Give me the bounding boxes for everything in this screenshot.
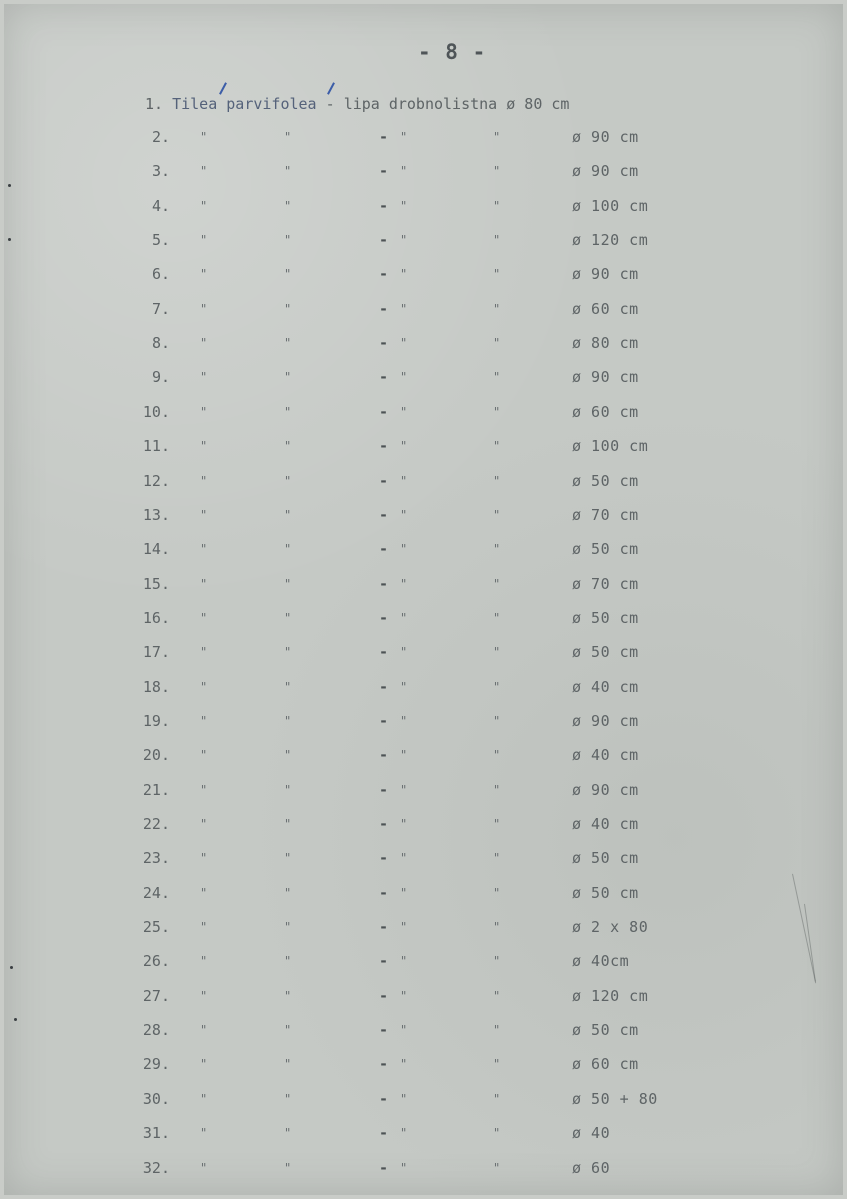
item-number: 10.	[142, 402, 170, 421]
ditto-mark: "	[284, 164, 292, 179]
ditto-mark: "	[400, 679, 408, 694]
ditto-mark: "	[493, 130, 501, 144]
name-separator-dash: -	[379, 608, 389, 627]
ditto-mark: "	[400, 233, 408, 248]
ditto-mark: "	[200, 713, 208, 728]
item-number: 27.	[142, 986, 170, 1005]
name-separator-dash: -	[379, 437, 389, 456]
ditto-mark: "	[200, 748, 208, 763]
item-number: 15.	[142, 574, 170, 593]
name-separator-dash: -	[379, 883, 389, 902]
trunk-diameter: ø 80 cm	[572, 334, 639, 353]
item-number: 12.	[142, 471, 170, 490]
name-separator-dash: -	[379, 574, 389, 593]
item-number: 24.	[142, 883, 170, 902]
ditto-mark: "	[493, 542, 501, 557]
ditto-mark: "	[400, 301, 408, 316]
item-number: 2.	[151, 128, 170, 146]
ditto-mark: "	[284, 336, 292, 351]
name-separator-dash: -	[379, 711, 389, 730]
ditto-mark: "	[493, 679, 501, 694]
name-separator-dash: -	[379, 128, 389, 146]
name-separator-dash: -	[379, 780, 389, 799]
item-number: 6.	[151, 265, 170, 284]
item-number: 4.	[151, 196, 170, 215]
ditto-mark: "	[493, 817, 501, 831]
ditto-mark: "	[400, 164, 408, 179]
name-separator-dash: -	[379, 368, 389, 387]
ditto-mark: "	[493, 645, 501, 660]
ditto-mark: "	[493, 610, 501, 625]
list-item-first	[145, 92, 569, 116]
ditto-mark: "	[400, 404, 408, 419]
ditto-mark: "	[200, 851, 208, 866]
common-species-name: lipa drobnolistna	[343, 95, 498, 113]
margin-speck	[8, 184, 11, 187]
ditto-mark: "	[400, 782, 408, 797]
ditto-mark: "	[284, 267, 292, 282]
item-number: 22.	[142, 815, 170, 833]
ditto-mark: "	[200, 576, 208, 591]
item-number: 1.	[145, 95, 164, 113]
ditto-mark: "	[400, 748, 408, 763]
item-number: 23.	[142, 849, 170, 868]
ditto-mark: "	[200, 301, 208, 316]
trunk-diameter: ø 50 cm	[572, 540, 639, 559]
trunk-diameter: ø 2 x 80	[572, 918, 649, 937]
trunk-diameter: ø 50 cm	[572, 471, 639, 490]
trunk-diameter: ø 90 cm	[572, 780, 639, 799]
item-number: 13.	[142, 505, 170, 524]
ditto-mark: "	[400, 439, 408, 454]
ditto-mark: "	[200, 817, 208, 831]
page-number: - 8 -	[418, 40, 487, 64]
ditto-mark: "	[400, 370, 408, 385]
ditto-mark: "	[493, 782, 501, 797]
ditto-mark: "	[400, 1057, 408, 1072]
trunk-diameter: ø 90 cm	[572, 162, 639, 181]
ditto-mark: "	[493, 1057, 501, 1072]
ditto-mark: "	[200, 782, 208, 797]
ditto-mark: "	[493, 336, 501, 351]
ditto-mark: "	[493, 1023, 501, 1038]
name-separator-dash: -	[379, 746, 389, 765]
ditto-mark: "	[400, 1023, 408, 1038]
ditto-mark: "	[400, 473, 408, 488]
ditto-mark: "	[200, 233, 208, 248]
ditto-mark: "	[200, 1160, 208, 1175]
ditto-mark: "	[200, 1057, 208, 1072]
ditto-mark: "	[200, 198, 208, 213]
item-number: 21.	[142, 780, 170, 799]
name-separator-dash: -	[379, 918, 389, 937]
ditto-mark: "	[284, 885, 292, 900]
name-separator-dash: -	[379, 849, 389, 868]
ditto-mark: "	[200, 439, 208, 454]
ditto-mark: "	[493, 198, 501, 213]
trunk-diameter: ø 50 cm	[572, 643, 639, 662]
ditto-mark: "	[493, 1091, 501, 1106]
latin-species-name: Tilea parvifolea	[172, 95, 317, 113]
margin-speck	[14, 1018, 17, 1021]
ditto-mark: "	[284, 851, 292, 866]
ditto-mark: "	[493, 267, 501, 282]
trunk-diameter: ø 50 cm	[572, 883, 639, 902]
ditto-mark: "	[493, 439, 501, 454]
ditto-mark: "	[200, 679, 208, 694]
ditto-mark: "	[200, 542, 208, 557]
trunk-diameter: ø 60	[572, 1158, 611, 1177]
trunk-diameter: ø 120 cm	[572, 231, 649, 250]
ditto-mark: "	[400, 267, 408, 282]
ditto-mark: "	[200, 1091, 208, 1106]
ditto-mark: "	[400, 1091, 408, 1106]
ditto-mark: "	[493, 370, 501, 385]
ditto-mark: "	[400, 817, 408, 831]
item-number: 14.	[142, 540, 170, 559]
ditto-mark: "	[400, 1160, 408, 1175]
trunk-diameter: ø 90 cm	[572, 128, 639, 146]
trunk-diameter: ø 70 cm	[572, 505, 639, 524]
trunk-diameter: ø 50 cm	[572, 849, 639, 868]
name-separator-dash: -	[379, 1089, 389, 1108]
ditto-mark: "	[200, 370, 208, 385]
ditto-mark: "	[400, 198, 408, 213]
ditto-mark: "	[200, 164, 208, 179]
ditto-mark: "	[400, 885, 408, 900]
ditto-mark: "	[200, 336, 208, 351]
trunk-diameter: ø 50 + 80	[572, 1089, 658, 1108]
ditto-mark: "	[284, 988, 292, 1003]
name-separator-dash: -	[379, 952, 389, 971]
ditto-mark: "	[284, 920, 292, 935]
item-number: 26.	[142, 952, 170, 971]
ditto-mark: "	[493, 1160, 501, 1175]
ditto-mark: "	[200, 954, 208, 969]
ditto-mark: "	[400, 336, 408, 351]
trunk-diameter: ø 40 cm	[572, 677, 639, 696]
ditto-mark: "	[493, 1126, 501, 1141]
item-number: 3.	[151, 162, 170, 181]
name-separator-dash: -	[379, 815, 389, 833]
ditto-mark: "	[284, 198, 292, 213]
margin-speck	[8, 238, 11, 241]
ditto-mark: "	[284, 404, 292, 419]
ditto-mark: "	[400, 130, 408, 144]
trunk-diameter: ø 90 cm	[572, 265, 639, 284]
ditto-mark: "	[200, 988, 208, 1003]
item-number: 11.	[142, 437, 170, 456]
trunk-diameter: ø 60 cm	[572, 402, 639, 421]
ditto-mark: "	[200, 610, 208, 625]
trunk-diameter: ø 90 cm	[572, 711, 639, 730]
ditto-mark: "	[400, 645, 408, 660]
ditto-mark: "	[493, 576, 501, 591]
trunk-diameter: ø 60 cm	[572, 1055, 639, 1074]
name-separator-dash: -	[379, 471, 389, 490]
item-number: 18.	[142, 677, 170, 696]
ditto-mark: "	[284, 370, 292, 385]
trunk-diameter: ø 50 cm	[572, 608, 639, 627]
ditto-mark: "	[400, 988, 408, 1003]
name-separator-dash: -	[379, 1158, 389, 1177]
ditto-mark: "	[493, 851, 501, 866]
trunk-diameter: ø 40 cm	[572, 815, 639, 833]
item-number: 31.	[142, 1124, 170, 1143]
ditto-mark: "	[400, 542, 408, 557]
item-number: 30.	[142, 1089, 170, 1108]
ditto-mark: "	[493, 748, 501, 763]
ditto-mark: "	[284, 542, 292, 557]
trunk-diameter: ø 100 cm	[572, 196, 649, 215]
item-number: 20.	[142, 746, 170, 765]
item-number: 29.	[142, 1055, 170, 1074]
ditto-mark: "	[284, 233, 292, 248]
ditto-mark: "	[284, 1160, 292, 1175]
ditto-mark: "	[284, 748, 292, 763]
ditto-mark: "	[493, 885, 501, 900]
ditto-mark: "	[200, 267, 208, 282]
ditto-mark: "	[493, 301, 501, 316]
ditto-mark: "	[400, 507, 408, 522]
ditto-mark: "	[284, 576, 292, 591]
margin-speck	[10, 966, 13, 969]
ditto-mark: "	[284, 1023, 292, 1038]
name-separator-dash: -	[379, 1124, 389, 1143]
ditto-mark: "	[493, 988, 501, 1003]
ditto-mark: "	[284, 817, 292, 831]
ditto-mark: "	[493, 954, 501, 969]
trunk-diameter: ø 90 cm	[572, 368, 639, 387]
ditto-mark: "	[200, 1023, 208, 1038]
ditto-mark: "	[400, 576, 408, 591]
ditto-mark: "	[284, 713, 292, 728]
item-number: 7.	[151, 299, 170, 318]
name-separator-dash: -	[379, 162, 389, 181]
ditto-mark: "	[493, 404, 501, 419]
ditto-mark: "	[284, 1091, 292, 1106]
name-separator-dash: -	[379, 1021, 389, 1040]
ditto-mark: "	[200, 473, 208, 488]
item-number: 25.	[142, 918, 170, 937]
trunk-diameter: ø 60 cm	[572, 299, 639, 318]
ditto-mark: "	[200, 507, 208, 522]
name-separator-dash: -	[379, 334, 389, 353]
ditto-mark: "	[400, 713, 408, 728]
item-number: 28.	[142, 1021, 170, 1040]
ditto-mark: "	[493, 507, 501, 522]
ditto-mark: "	[200, 885, 208, 900]
ditto-mark: "	[400, 1126, 408, 1141]
ditto-mark: "	[200, 645, 208, 660]
ditto-mark: "	[400, 920, 408, 935]
item-number: 32.	[142, 1158, 170, 1177]
ditto-mark: "	[200, 130, 208, 144]
ditto-mark: "	[400, 954, 408, 969]
ditto-mark: "	[400, 610, 408, 625]
ditto-mark: "	[200, 404, 208, 419]
ditto-mark: "	[493, 233, 501, 248]
item-number: 9.	[151, 368, 170, 387]
trunk-diameter: ø 70 cm	[572, 574, 639, 593]
ditto-mark: "	[284, 473, 292, 488]
ditto-mark: "	[284, 645, 292, 660]
ditto-mark: "	[284, 610, 292, 625]
name-separator-dash: -	[379, 265, 389, 284]
ditto-mark: "	[493, 713, 501, 728]
name-separator-dash: -	[379, 231, 389, 250]
trunk-diameter: ø 50 cm	[572, 1021, 639, 1040]
ditto-mark: "	[284, 507, 292, 522]
trunk-diameter: ø 40 cm	[572, 746, 639, 765]
ditto-mark: "	[493, 920, 501, 935]
ditto-mark: "	[493, 473, 501, 488]
name-separator-dash: -	[325, 95, 335, 113]
trunk-diameter: ø 40	[572, 1124, 611, 1143]
name-separator-dash: -	[379, 1055, 389, 1074]
item-number: 5.	[151, 231, 170, 250]
name-separator-dash: -	[379, 505, 389, 524]
name-separator-dash: -	[379, 196, 389, 215]
ditto-mark: "	[284, 439, 292, 454]
document-page	[4, 4, 843, 1195]
trunk-diameter: ø 100 cm	[572, 437, 649, 456]
ditto-mark: "	[493, 164, 501, 179]
ditto-mark: "	[200, 920, 208, 935]
item-number: 19.	[142, 711, 170, 730]
ditto-mark: "	[200, 1126, 208, 1141]
ditto-mark: "	[284, 301, 292, 316]
item-number: 17.	[142, 643, 170, 662]
item-number: 16.	[142, 608, 170, 627]
item-number: 8.	[151, 334, 170, 353]
trunk-diameter: ø 120 cm	[572, 986, 649, 1005]
ditto-mark: "	[400, 851, 408, 866]
ditto-mark: "	[284, 130, 292, 144]
ditto-mark: "	[284, 1057, 292, 1072]
trunk-diameter: ø 40cm	[572, 952, 630, 971]
ditto-mark: "	[284, 679, 292, 694]
trunk-diameter: ø 80 cm	[506, 95, 570, 113]
ditto-mark: "	[284, 1126, 292, 1141]
name-separator-dash: -	[379, 402, 389, 421]
ditto-mark: "	[284, 954, 292, 969]
name-separator-dash: -	[379, 986, 389, 1005]
name-separator-dash: -	[379, 643, 389, 662]
name-separator-dash: -	[379, 299, 389, 318]
name-separator-dash: -	[379, 540, 389, 559]
name-separator-dash: -	[379, 677, 389, 696]
ditto-mark: "	[284, 782, 292, 797]
